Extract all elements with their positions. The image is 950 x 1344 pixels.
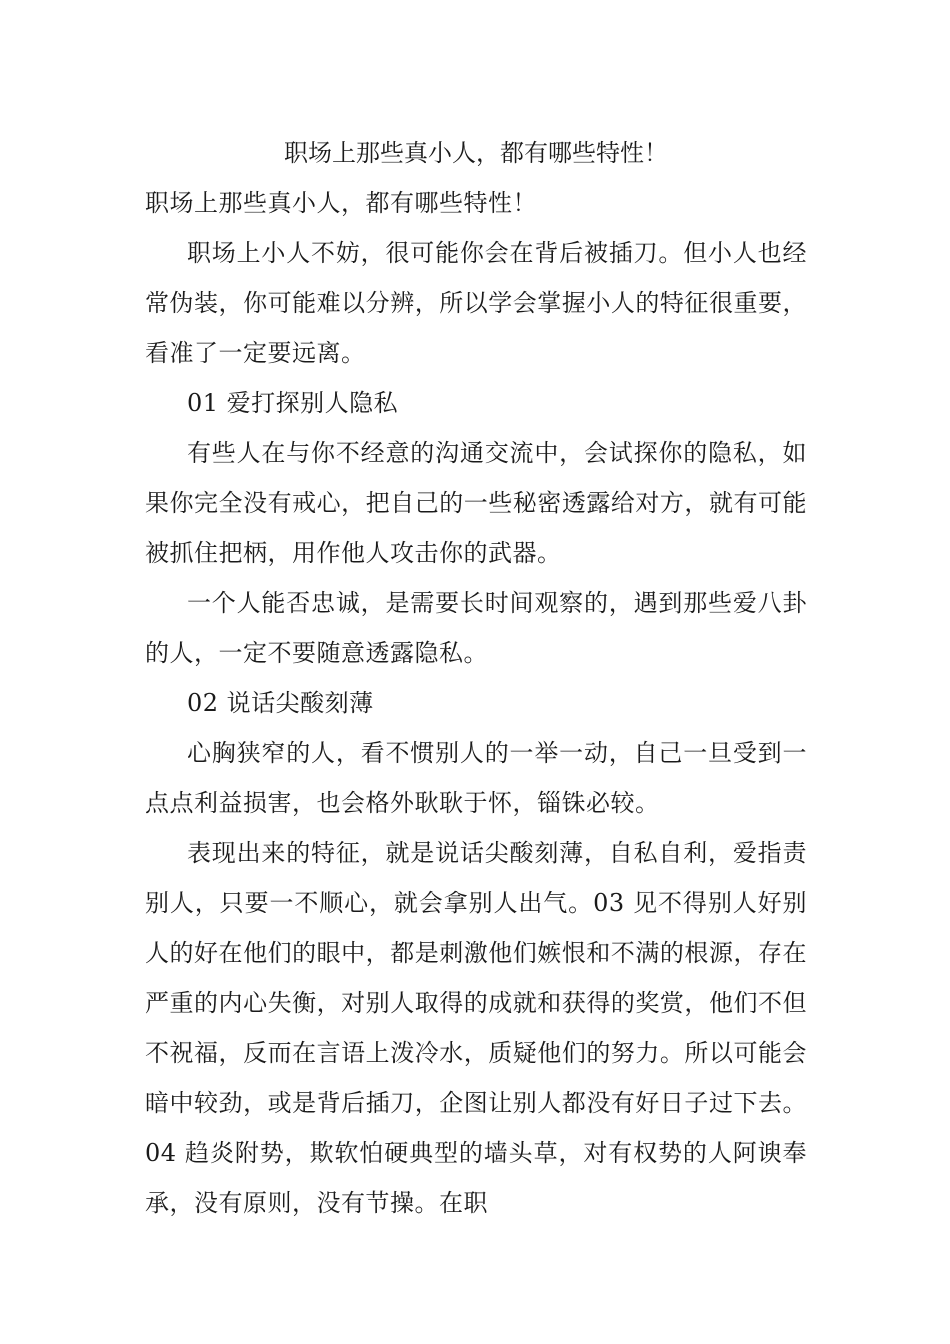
section-heading-01: 01 爱打探别人隐私 [187,389,399,417]
body-paragraph: 心胸狭窄的人，看不惯别人的一举一动，自己一旦受到一点点利益损害，也会格外耿耿于怀，锱铢必较。 [145,739,807,817]
body-paragraph: 表现出来的特征，就是说话尖酸刻薄，自私自利，爱指责别人，只要一不顺心，就会拿别人出气。03 见不得别人好别人的好在他们的眼中，都是刺激他们嫉恨和不满的根源，存在严重的内心失衡，对别人取得的成就和获得的奖赏，他们不但不祝福，反而在言语上泼冷水，质疑他们的努力。所以可能会暗中较劲，或是背后插刀，企图让别人都没有好日子过下去。04 趋炎附势，欺软怕硬典型的墙头草，对有权势的人阿谀奉承，没有原则，没有节操。在职 [145,839,807,1217]
document-page [145,128,807,1228]
body-paragraph: 有些人在与你不经意的沟通交流中，会试探你的隐私，如果你完全没有戒心，把自己的一些秘密透露给对方，就有可能被抓住把柄，用作他人攻击你的武器。 [145,439,807,567]
section-heading-02: 02 说话尖酸刻薄 [187,689,374,717]
intro-paragraph: 职场上小人不妨，很可能你会在背后被插刀。但小人也经常伪装，你可能难以分辨，所以学会掌握小人的特征很重要，看准了一定要远离。 [145,239,807,367]
subtitle-paragraph: 职场上那些真小人，都有哪些特性！ [145,189,537,217]
body-paragraph: 一个人能否忠诚，是需要长时间观察的，遇到那些爱八卦的人，一定不要随意透露隐私。 [145,589,807,667]
document-title: 职场上那些真小人，都有哪些特性！ [284,139,668,167]
